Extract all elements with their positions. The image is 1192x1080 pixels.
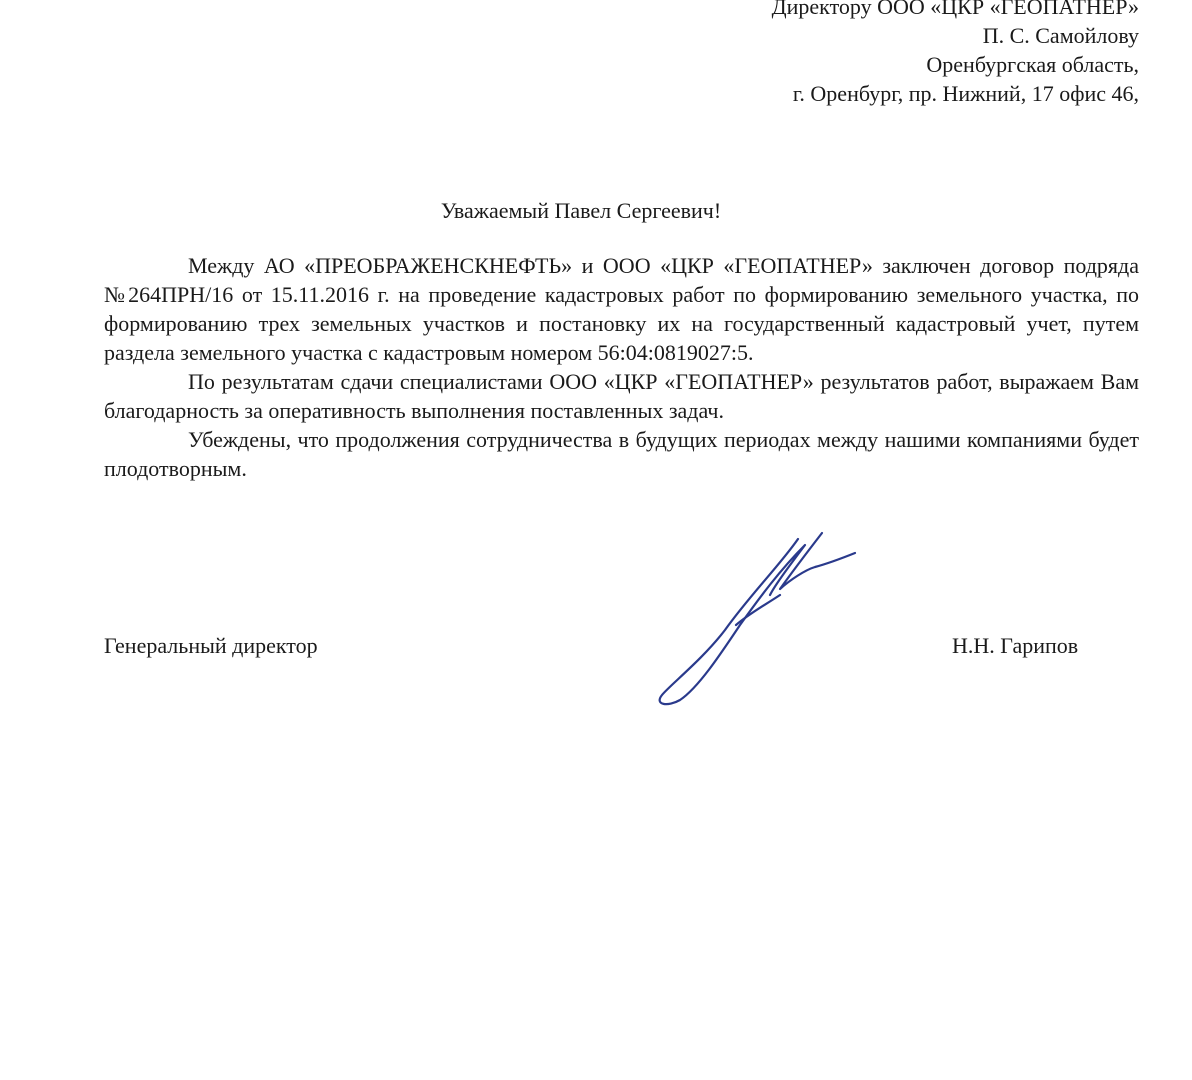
- salutation: Уважаемый Павел Сергеевич!: [440, 198, 722, 223]
- addressee-region: Оренбургская область,: [926, 52, 1139, 77]
- addressee-block: [772, 0, 1139, 108]
- body-paragraph-contract: Между АО «ПРЕОБРАЖЕНСКНЕФТЬ» и ООО «ЦКР «ГЕОПАТНЕР» заключен договор подряда №264ПРН/16 от 15.11.2016 г. на проведение кадастровых работ по формированию земельного участка, по формированию трех земельных участков и постановку их на государственный кадастровый учет, путем раздела земельного участка с кадастровым номером 56:04:0819027:5.: [104, 253, 1139, 365]
- addressee-position: Директору ООО «ЦКР «ГЕОПАТНЕР»: [771, 0, 1139, 19]
- body-paragraph-cooperation: Убеждены, что продолжения сотрудничества в будущих периодах между нашими компаниями будет плодотворным.: [104, 427, 1139, 481]
- signatory-name: Н.Н. Гарипов: [952, 633, 1079, 658]
- body-paragraph-gratitude: По результатам сдачи специалистами ООО «ЦКР «ГЕОПАТНЕР» результатов работ, выражаем Вам благодарность за оперативность выполнения поставленных задач.: [104, 369, 1139, 423]
- addressee-name: П. С. Самойлову: [982, 23, 1139, 48]
- addressee-address: г. Оренбург, пр. Нижний, 17 офис 46,: [792, 81, 1139, 106]
- letter-body: [104, 251, 1139, 483]
- signatory-title: Генеральный директор: [104, 633, 318, 658]
- handwritten-signature: [640, 525, 870, 715]
